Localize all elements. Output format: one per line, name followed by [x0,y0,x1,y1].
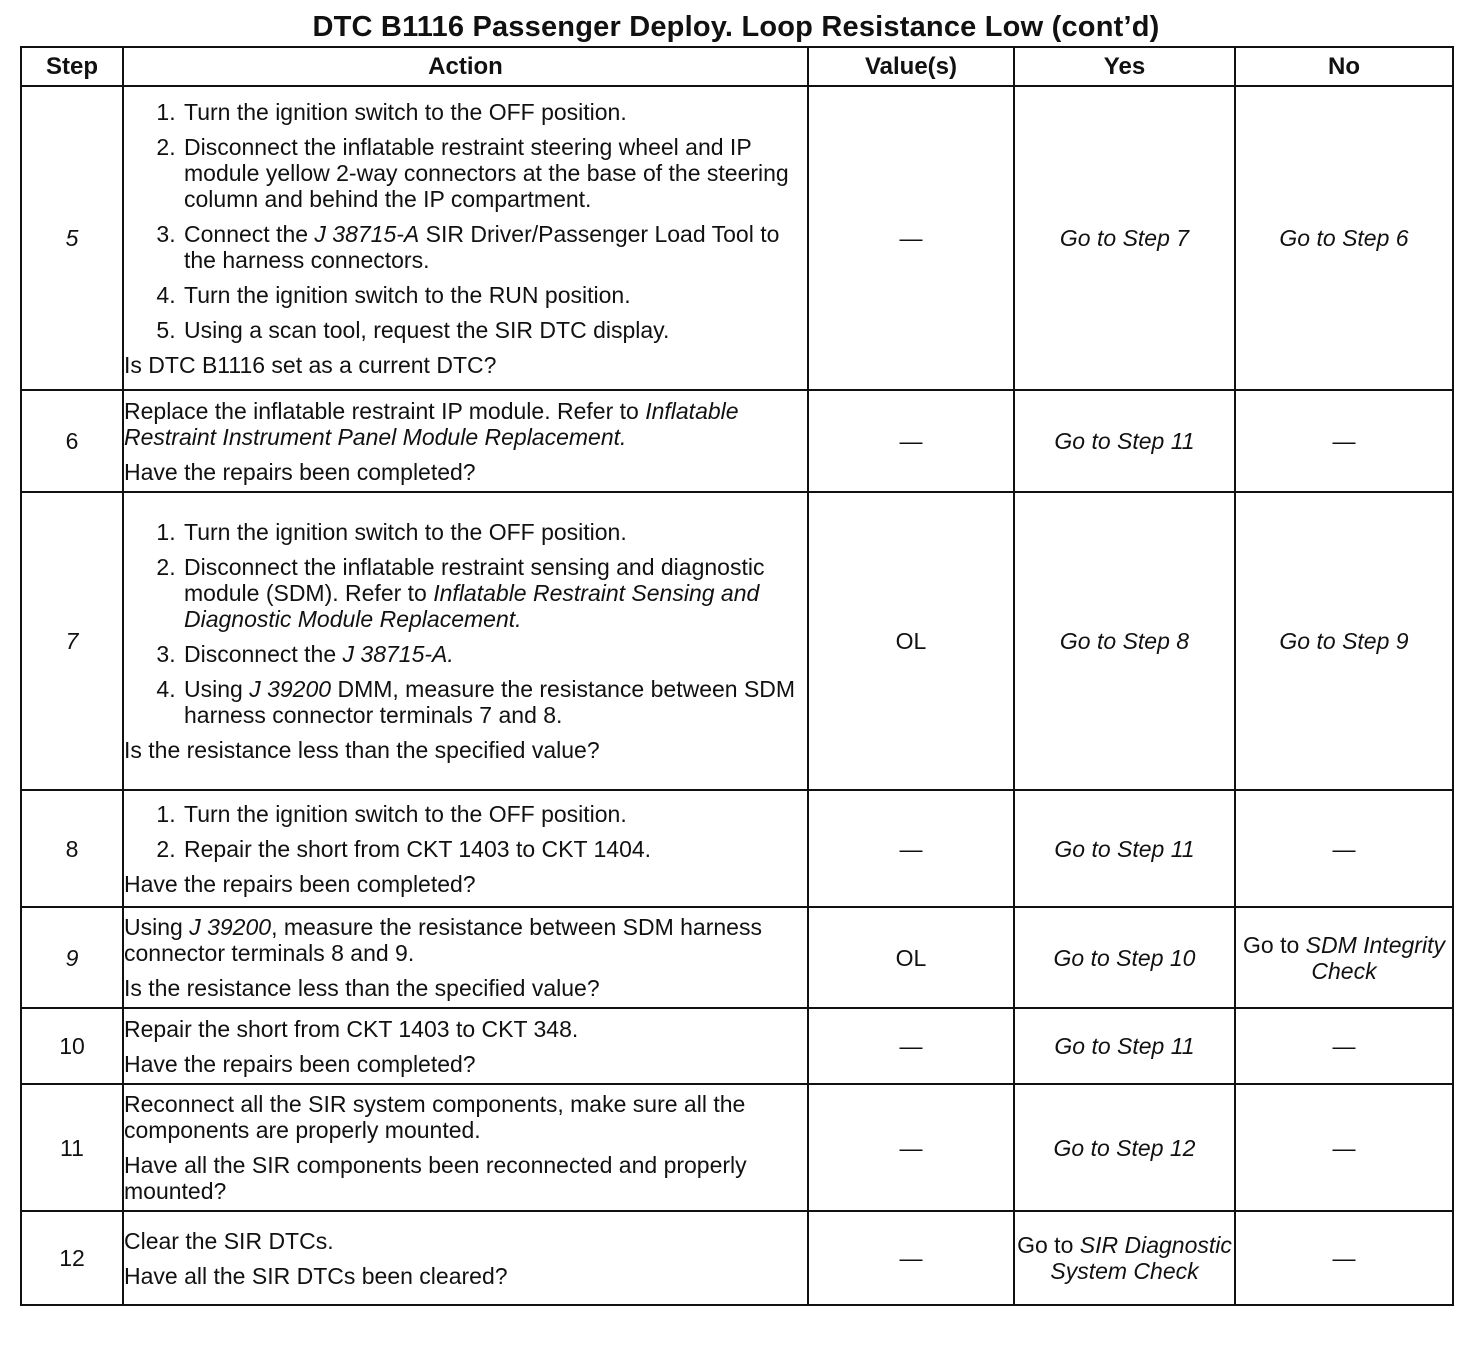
no-cell: Go to Step 9 [1235,492,1453,790]
column-header-step: Step [21,47,123,86]
step-number: 10 [21,1008,123,1084]
action-text: Clear the SIR DTCs. [124,1227,334,1254]
diagnostic-table [20,46,1454,1306]
step-number: 6 [21,390,123,492]
yes-cell: Go to Step 10 [1014,907,1235,1008]
header-row [21,47,1453,86]
list-item [182,641,807,667]
action-cell [123,907,808,1008]
column-header-no: No [1235,47,1453,86]
table-row [21,492,1453,790]
table-row [21,1008,1453,1084]
value-cell: — [808,86,1014,390]
value-cell: — [808,390,1014,492]
text-run: Connect the [184,220,315,247]
tool-reference: J 38715-A. [342,641,454,667]
action-text [124,914,807,966]
tool-reference: J 38715-A [314,220,420,247]
question: Have all the SIR DTCs been cleared? [124,1262,508,1289]
text-run: DMM, measure the resistance between SDM harness connector terminals 7 and 8. [184,676,796,728]
action-text: Repair the short from CKT 1403 to CKT 348. [124,1015,579,1042]
text-run: Using [124,914,190,940]
procedure-reference: SDM Integrity Check [1305,931,1445,984]
action-cell [123,1084,808,1211]
value-cell: — [808,1008,1014,1084]
action-steps [124,99,807,343]
list-item [182,676,807,728]
step-number: 5 [21,86,123,390]
text-run: Replace the inflatable restraint IP module. Refer to [124,397,646,424]
procedure-reference: Inflatable Restraint Sensing and Diagnostic Module Replacement. [184,580,760,632]
step-number: 11 [21,1084,123,1211]
text-run: Go to [1243,931,1306,958]
no-cell: — [1235,1008,1453,1084]
text-run: SIR Driver/Passenger Load Tool to the harness connectors. [184,220,780,273]
value-cell: OL [808,492,1014,790]
action-cell [123,390,808,492]
yes-cell: Go to Step 11 [1014,390,1235,492]
table-row [21,1211,1453,1305]
table-row [21,1084,1453,1211]
tool-reference: J 39200 [249,676,332,702]
text-run: Using [184,676,250,702]
action-cell [123,492,808,790]
list-item [182,221,807,273]
table-row [21,790,1453,907]
text-run: Go to [1017,1232,1080,1258]
action-cell [123,86,808,390]
question: Have all the SIR components been reconnected and properly mounted? [124,1152,747,1204]
value-cell: — [808,1211,1014,1305]
step-number: 9 [21,907,123,1008]
table-row [21,86,1453,390]
list-item: 1. Turn the ignition switch to the OFF position. [182,801,807,827]
text-run: , measure the resistance between SDM harness connector terminals 8 and 9. [124,914,762,966]
action-steps [124,801,807,862]
column-header-yes: Yes [1014,47,1235,86]
value-cell: — [808,1084,1014,1211]
yes-cell: Go to Step 8 [1014,492,1235,790]
yes-cell: Go to Step 7 [1014,86,1235,390]
list-item: 2. Disconnect the inflatable restraint steering wheel and IP module yellow 2-way connectors at the base of the steering column and behind the IP compartment. [182,134,807,212]
text-run: Disconnect the [184,641,343,667]
step-number: 12 [21,1211,123,1305]
question: Is the resistance less than the specified value? [124,975,600,1001]
column-header-action: Action [123,47,808,86]
no-cell: Go to Step 6 [1235,86,1453,390]
list-item: 2. Repair the short from CKT 1403 to CKT 1404. [182,836,807,862]
step-number: 7 [21,492,123,790]
step-number: 8 [21,790,123,907]
question: Have the repairs been completed? [124,1050,476,1077]
yes-cell [1014,1211,1235,1305]
table-row [21,907,1453,1008]
no-cell: — [1235,390,1453,492]
text-run: Disconnect the inflatable restraint sensing and diagnostic module (SDM). Refer to [184,554,765,606]
action-text: Reconnect all the SIR system components, make sure all the components are properly mounted. [124,1091,746,1143]
question: Is the resistance less than the specified value? [124,737,600,763]
column-header-values: Value(s) [808,47,1014,86]
action-cell [123,1008,808,1084]
action-steps [124,519,807,728]
action-text [124,398,807,450]
list-item: 4. Turn the ignition switch to the RUN position. [182,282,807,308]
action-cell [123,790,808,907]
list-item [182,554,807,632]
action-cell [123,1211,808,1305]
page-title: DTC B1116 Passenger Deploy. Loop Resistance Low (cont’d) [312,11,1160,43]
no-cell [1235,907,1453,1008]
list-item: 1. Turn the ignition switch to the OFF position. [182,519,807,545]
no-cell: — [1235,790,1453,907]
value-cell: — [808,790,1014,907]
list-item: 1. Turn the ignition switch to the OFF position. [182,99,807,125]
question: Have the repairs been completed? [124,870,476,897]
procedure-reference: SIR Diagnostic System Check [1050,1232,1232,1284]
question: Is DTC B1116 set as a current DTC? [124,351,497,378]
yes-cell: Go to Step 11 [1014,1008,1235,1084]
table-row [21,390,1453,492]
no-cell: — [1235,1084,1453,1211]
question: Have the repairs been completed? [124,458,476,485]
yes-cell: Go to Step 12 [1014,1084,1235,1211]
value-cell: OL [808,907,1014,1008]
yes-cell: Go to Step 11 [1014,790,1235,907]
no-cell: — [1235,1211,1453,1305]
procedure-reference: Inflatable Restraint Instrument Panel Module Replacement. [124,397,739,450]
list-item: 5. Using a scan tool, request the SIR DTC display. [182,317,807,343]
tool-reference: J 39200 [189,914,272,940]
